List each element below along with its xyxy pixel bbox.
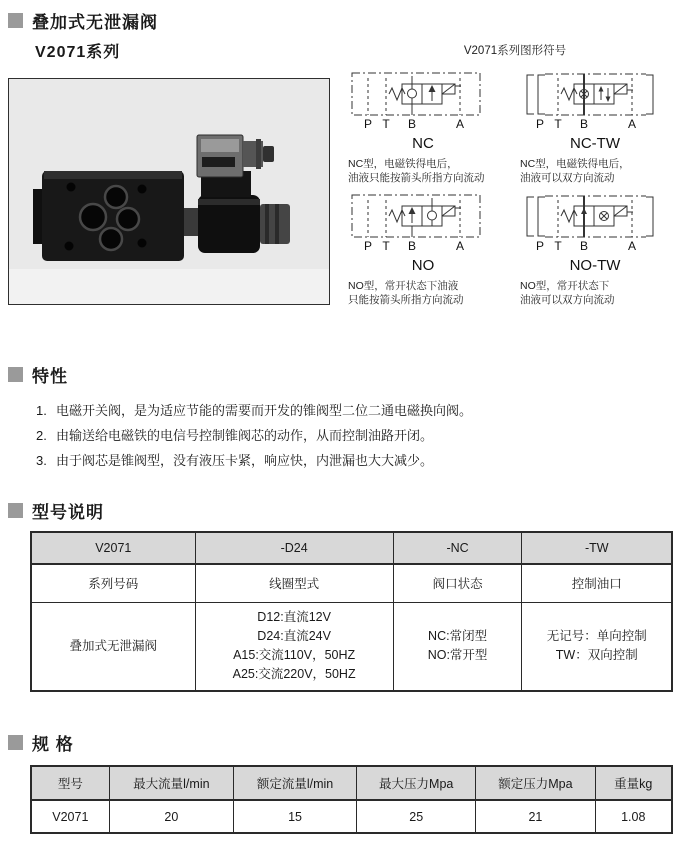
symbol-diagram-nc	[348, 70, 513, 185]
svg-text:P: P	[535, 239, 545, 253]
svg-text:P: P	[363, 239, 373, 253]
diagram-caption: NC型，电磁铁得电后， 油液可以双方向流动	[520, 158, 630, 184]
svg-text:P: P	[535, 117, 545, 131]
feature-item: 3. 由于阀芯是锥阀型，没有液压卡紧，响应快，内泄漏也大大减少。	[36, 453, 434, 468]
svg-text:T: T	[382, 117, 390, 131]
section-marker-icon	[8, 735, 23, 750]
model-code-table	[30, 531, 673, 692]
svg-text:A: A	[455, 117, 465, 131]
diagram-label: NC-TW	[570, 135, 620, 152]
svg-text:B: B	[407, 239, 417, 253]
spec-header-row: 型号 最大流量l/min 额定流量l/min 最大压力Mpa 额定压力Mpa 重量kg	[31, 766, 672, 800]
hydraulic-symbol-no-icon	[348, 192, 498, 256]
svg-text:T: T	[554, 117, 562, 131]
diagram-caption: NO型，常开状态下 油液可以双方向流动	[520, 280, 615, 306]
section-marker-icon	[8, 367, 23, 382]
features-section	[8, 362, 668, 478]
diagram-label: NO	[411, 257, 435, 274]
model-heading: 型号说明	[32, 503, 104, 522]
diagram-caption: NO型，常开状态下油液 只能按箭头所指方向流动	[348, 280, 464, 306]
symbol-diagram-nc-tw	[520, 70, 685, 185]
hydraulic-symbol-nc-tw-icon	[520, 70, 670, 134]
spec-section-header	[8, 730, 74, 755]
svg-text:P: P	[363, 117, 373, 131]
svg-text:B: B	[579, 239, 589, 253]
svg-text:A: A	[627, 239, 637, 253]
product-photo	[8, 78, 330, 305]
spec-data-row: V2071 20 15 25 21 1.08	[31, 800, 672, 833]
valve-photo-illustration	[9, 79, 329, 304]
svg-text:B: B	[579, 117, 589, 131]
page-title: 叠加式无泄漏阀	[32, 13, 158, 32]
svg-text:A: A	[627, 117, 637, 131]
model-section-header	[8, 498, 104, 523]
svg-text:T: T	[382, 239, 390, 253]
svg-text:T: T	[554, 239, 562, 253]
model-code-row: V2071 -D24 -NC -TW	[31, 532, 672, 564]
model-label-row: 系列号码 线圈型式 阀口状态 控制油口	[31, 564, 672, 602]
spec-heading: 规 格	[32, 735, 74, 754]
section-marker-icon	[8, 503, 23, 518]
spec-table	[30, 765, 673, 834]
features-heading: 特性	[32, 367, 68, 386]
diagram-label: NC	[412, 135, 434, 152]
features-list	[36, 403, 668, 469]
svg-text:A: A	[455, 239, 465, 253]
diagram-caption: NC型，电磁铁得电后， 油液只能按箭头所指方向流动	[348, 158, 485, 184]
hydraulic-symbol-nc-icon	[348, 70, 498, 134]
hydraulic-symbol-no-tw-icon	[520, 192, 670, 256]
feature-item: 1. 电磁开关阀，是为适应节能的需要而开发的锥阀型二位二通电磁换向阀。	[36, 403, 473, 418]
svg-text:B: B	[407, 117, 417, 131]
valve-block	[33, 171, 184, 261]
symbol-diagram-no-tw	[520, 192, 685, 307]
model-detail-row: 叠加式无泄漏阀 D12:直流12V D24:直流24V A15:交流110V，50HZ A25:交流220V，50HZ NC:常闭型 NO:常开型 无记号：单向控制 TW：双向控制	[31, 602, 672, 691]
feature-item: 2. 由输送给电磁铁的电信号控制锥阀芯的动作，从而控制油路开闭。	[36, 428, 434, 443]
diagram-label: NO-TW	[569, 257, 621, 274]
symbols-heading: V2071系列图形符号	[463, 45, 567, 57]
page-subtitle: V2071系列	[35, 44, 121, 61]
symbol-diagram-no	[348, 192, 513, 307]
section-marker-icon	[8, 13, 23, 28]
page-title-block	[8, 8, 158, 62]
